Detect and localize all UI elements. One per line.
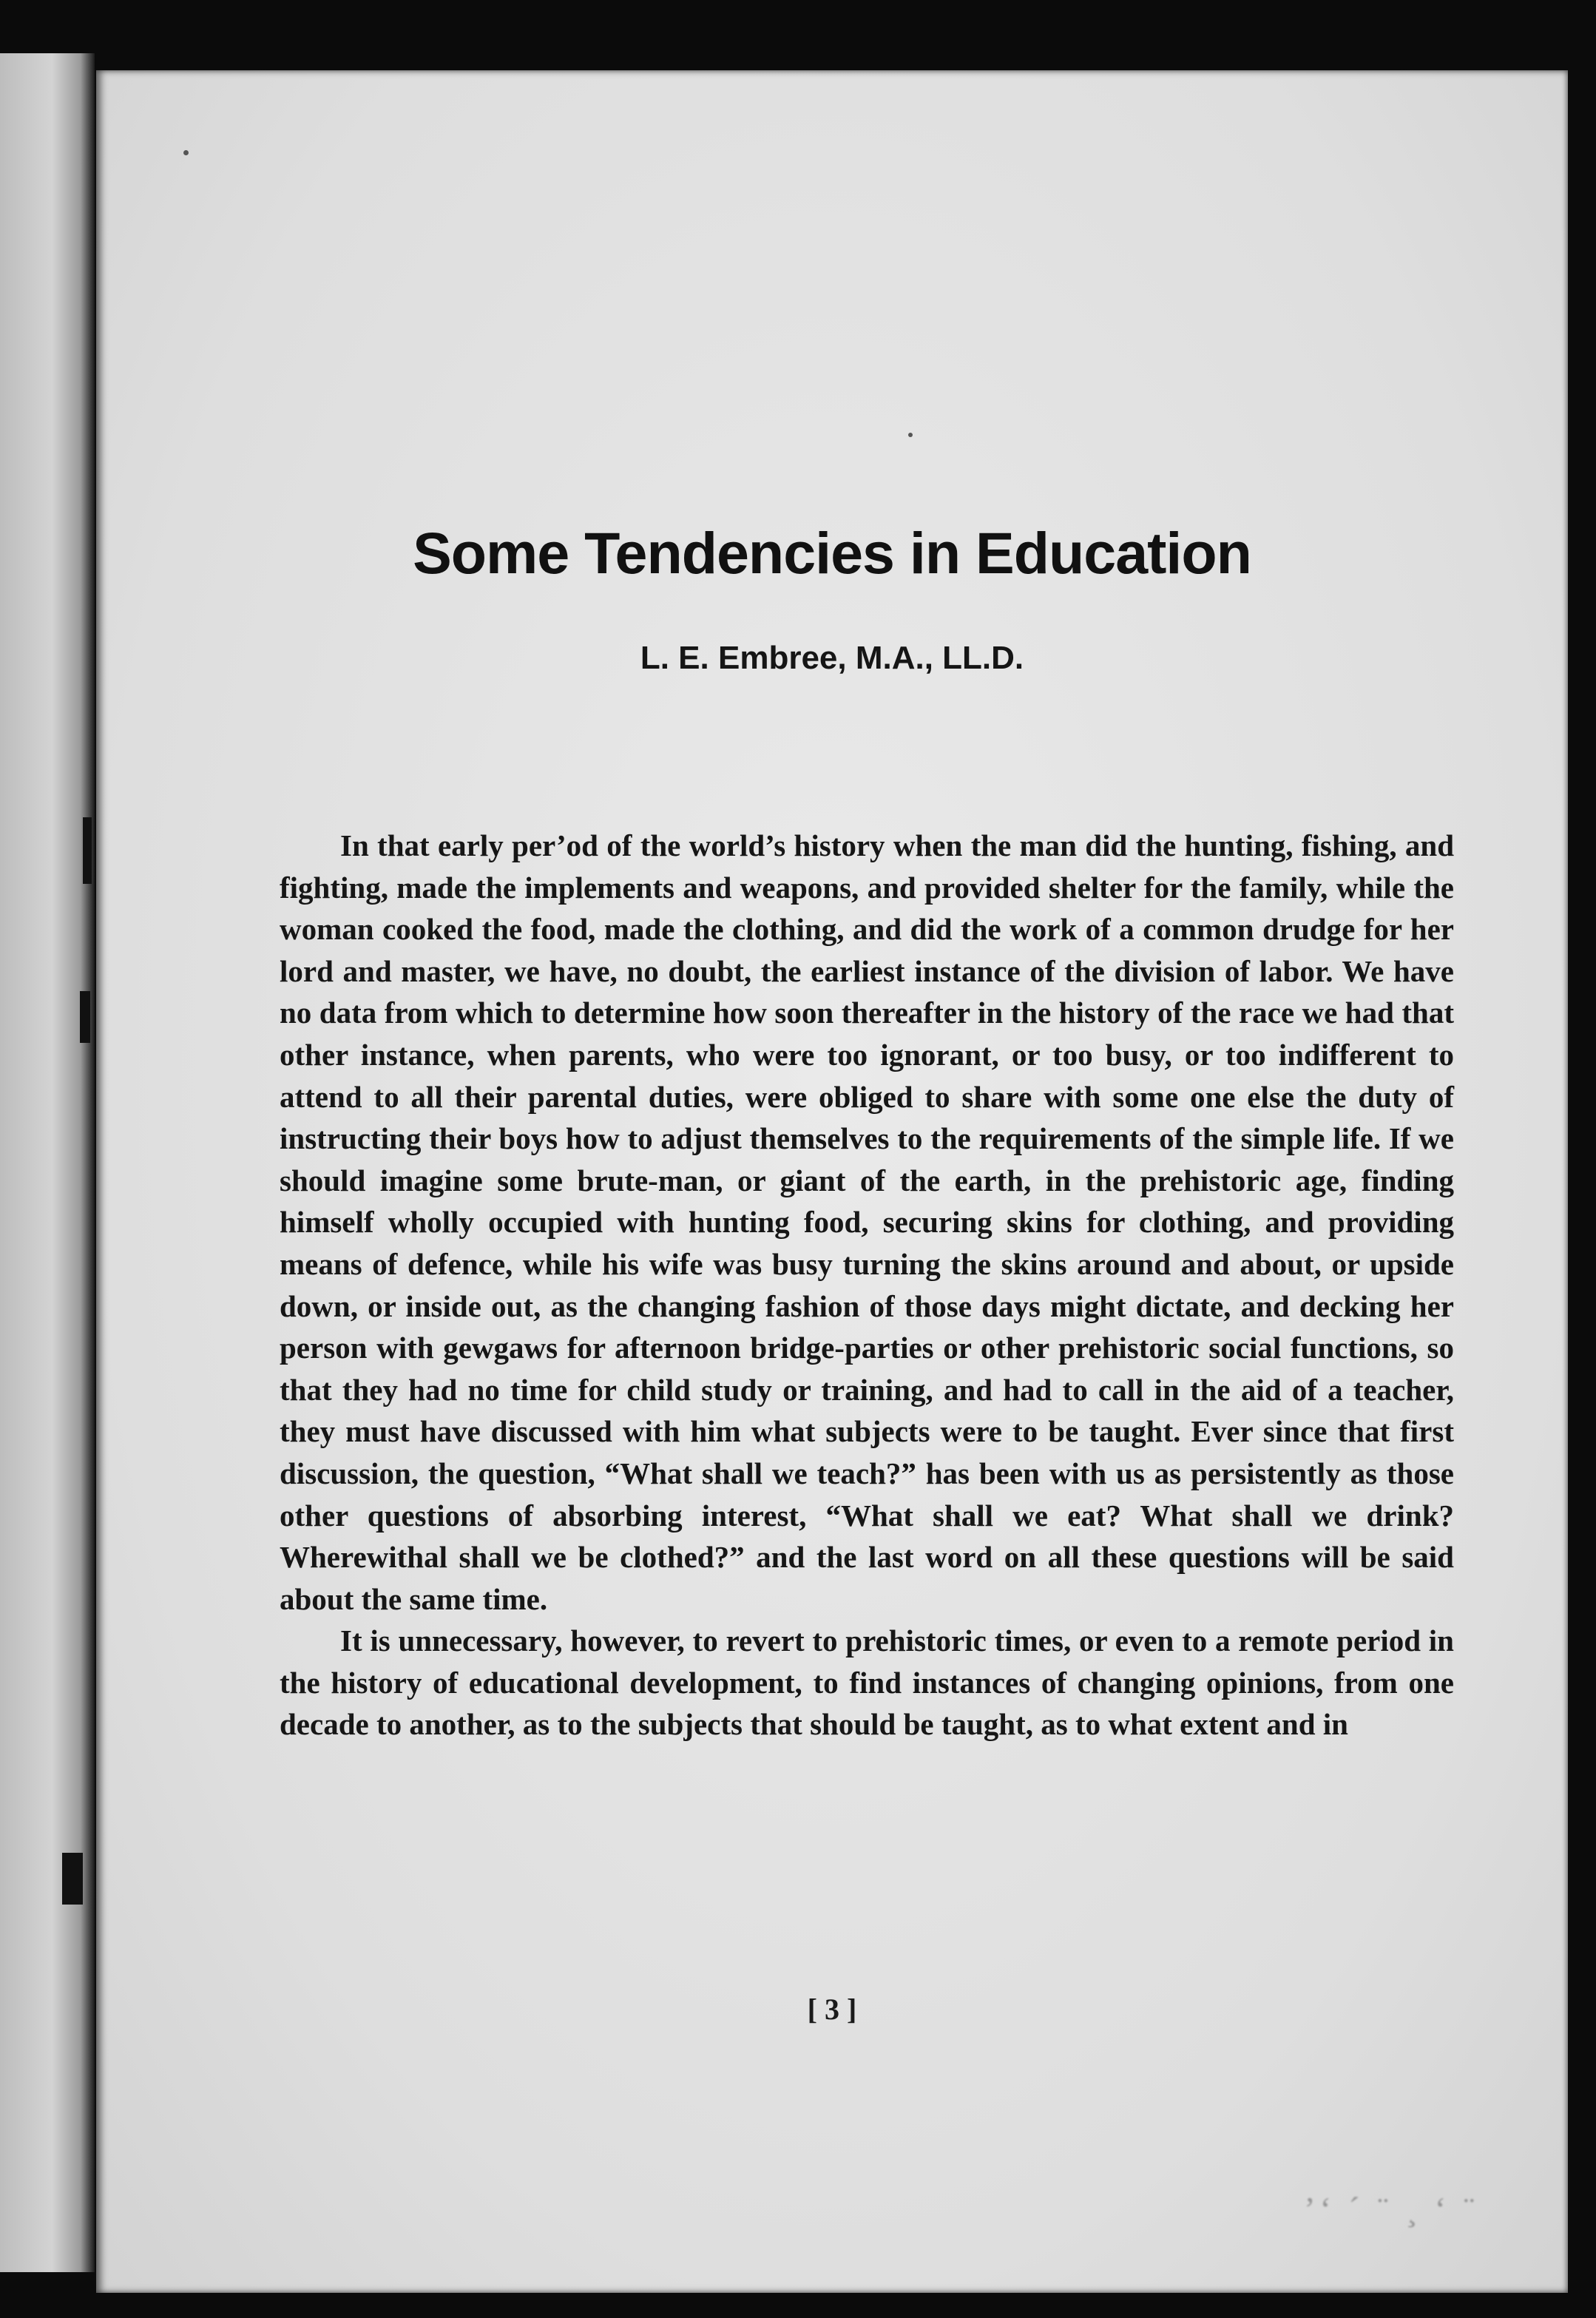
binding-mark [83, 817, 92, 884]
author-line: L. E. Embree, M.A., LL.D. [640, 640, 1024, 676]
page-title: Some Tendencies in Education [413, 520, 1251, 586]
document-page [96, 70, 1568, 2293]
adjacent-page-edge [0, 53, 95, 2272]
binding-mark [62, 1853, 83, 1905]
binding-mark [80, 991, 90, 1043]
paragraph: It is unnecessary, however, to revert to prehistoric times, or even to a remote period in the history of educational development, to find instances of changing opinions, from one decade to another, as to the subjects that should be taught, as to what extent and in [280, 1623, 1454, 1742]
page-number: [ 3 ] [807, 1993, 857, 2026]
body-text [280, 825, 1454, 1746]
scan-speck [908, 433, 913, 437]
paragraph: In that early per’od of the world’s history when the man did the hunting, fishing, and fighting, made the implements and weapons, and provided shelter for the family, while the woman cooked the food, made the clothing, and did the work of a common drudge for her lord and master, we have, no doubt, the earliest instance of the division of labor. We have no data from which to determine how soon thereafter in the history of the race we had that other instance, when parents, who were too ignorant, or too busy, or too indifferent to attend to all their parental duties, were obliged to share with some one else the duty of instructing their boys how to adjust themselves to the requirements of the simple life. If we should imagine some brute-man, or giant of the earth, in the prehistoric age, finding himself wholly occupied with hunting food, securing skins for clothing, and providing means of defence, while his wife was busy turning the skins around and about, or upside down, or inside out, as the changing fashion of those days might dictate, and decking her person with gewgaws for afternoon bridge-parties or other prehistoric social functions, so that they had no time for child study or training, and had to call in the aid of a teacher, they must have discussed with him what subjects were to be taught. Ever since that first discussion, the question, “What shall we teach?” has been with us as persistently as those other questions of absorbing interest, “What shall we eat? What shall we drink? Wherewithal shall we be clothed?” and the last word on all these questions will be said about the same time. [280, 828, 1454, 1616]
scan-speck [183, 150, 189, 155]
faded-stamp: ’‘ ´ ¨ ¸ ‘ ¨ [1304, 2190, 1479, 2228]
